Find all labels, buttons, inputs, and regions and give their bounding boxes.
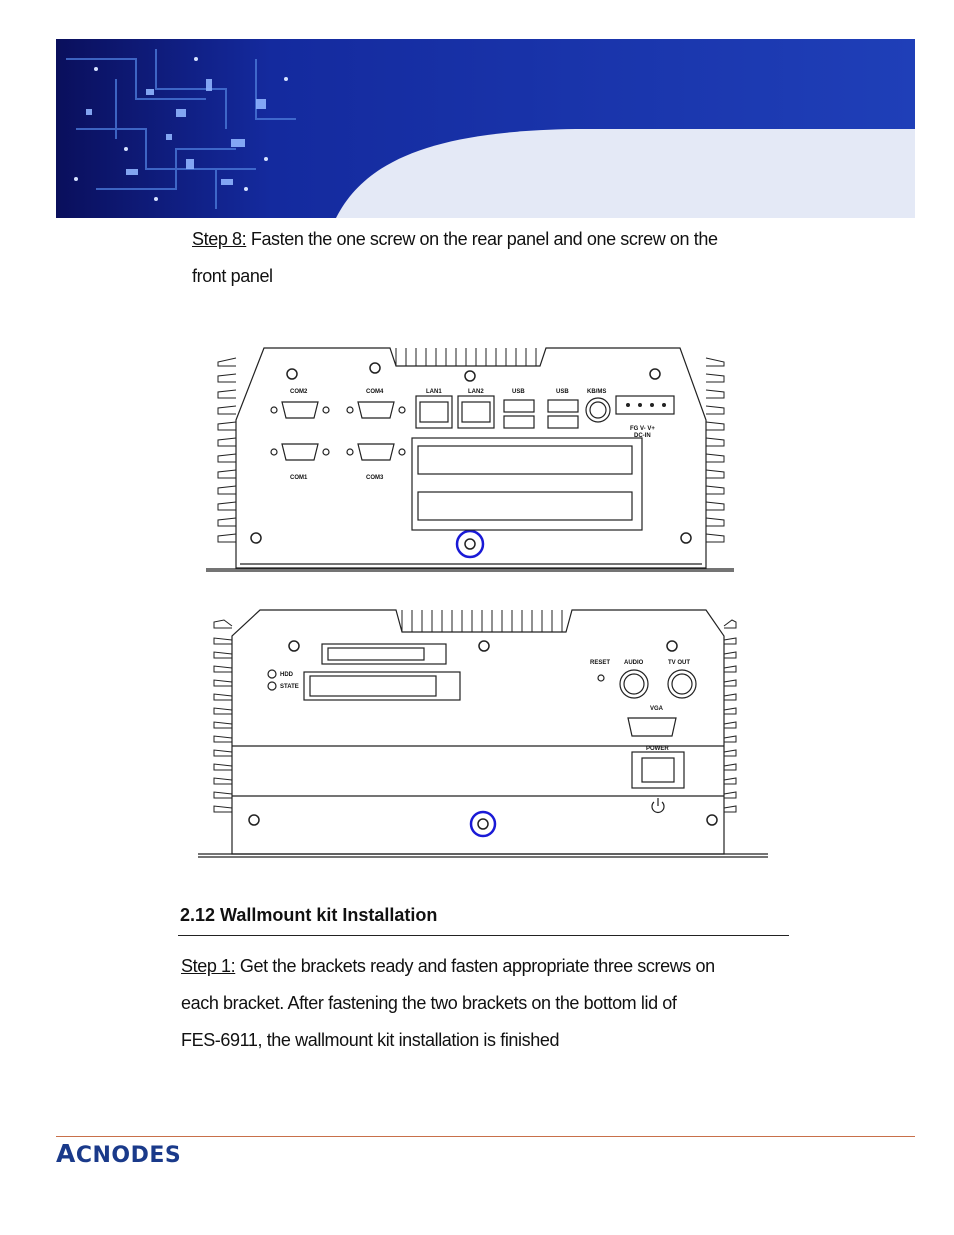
label-reset: RESET	[590, 660, 611, 666]
step1-line-2: each bracket. After fastening the two brackets on the bottom lid of	[181, 993, 677, 1013]
step8-line-2: front panel	[192, 266, 273, 286]
step8-paragraph	[192, 221, 718, 295]
label-tvout: TV OUT	[668, 660, 690, 666]
step1-paragraph	[181, 948, 715, 1059]
label-hdd: HDD	[280, 672, 293, 678]
step1-line-1: Step 1: Get the brackets ready and fasten appropriate three screws on	[181, 956, 715, 976]
rear-panel-figure	[200, 338, 740, 583]
label-kbms: KB/MS	[587, 389, 607, 395]
heading-underline	[178, 935, 789, 936]
label-com4: COM4	[366, 389, 384, 395]
label-usb-b: USB	[556, 389, 569, 395]
label-power: POWER	[646, 746, 669, 752]
circuit-board-banner-graphic	[56, 39, 915, 218]
acnodes-logo: ACNODES	[56, 1139, 182, 1168]
label-state: STATE	[280, 684, 299, 690]
highlighted-rear-screw	[457, 531, 483, 557]
step1-label: Step 1:	[181, 956, 236, 976]
step8-line-1: Step 8: Fasten the one screw on the rear panel and one screw on the	[192, 229, 718, 249]
label-vga: VGA	[650, 706, 664, 712]
label-usb-a: USB	[512, 389, 525, 395]
front-panel-figure	[196, 606, 772, 867]
label-audio: AUDIO	[624, 660, 644, 666]
footer-divider	[56, 1136, 915, 1137]
label-dc-pins: FG V- V+	[630, 426, 655, 432]
step1-line-3: FES-6911, the wallmount kit installation is finished	[181, 1030, 560, 1050]
label-lan1: LAN1	[426, 389, 442, 395]
section-heading: 2.12 Wallmount kit Installation	[180, 905, 438, 925]
front-panel-drawing	[196, 606, 772, 862]
highlighted-front-screw	[471, 812, 495, 836]
label-dcin: DC-IN	[634, 433, 651, 439]
step8-label: Step 8:	[192, 229, 247, 249]
label-com1: COM1	[290, 475, 308, 481]
header-banner	[56, 39, 915, 218]
rear-panel-drawing	[200, 338, 740, 578]
label-lan2: LAN2	[468, 389, 484, 395]
label-com2: COM2	[290, 389, 308, 395]
label-com3: COM3	[366, 475, 384, 481]
